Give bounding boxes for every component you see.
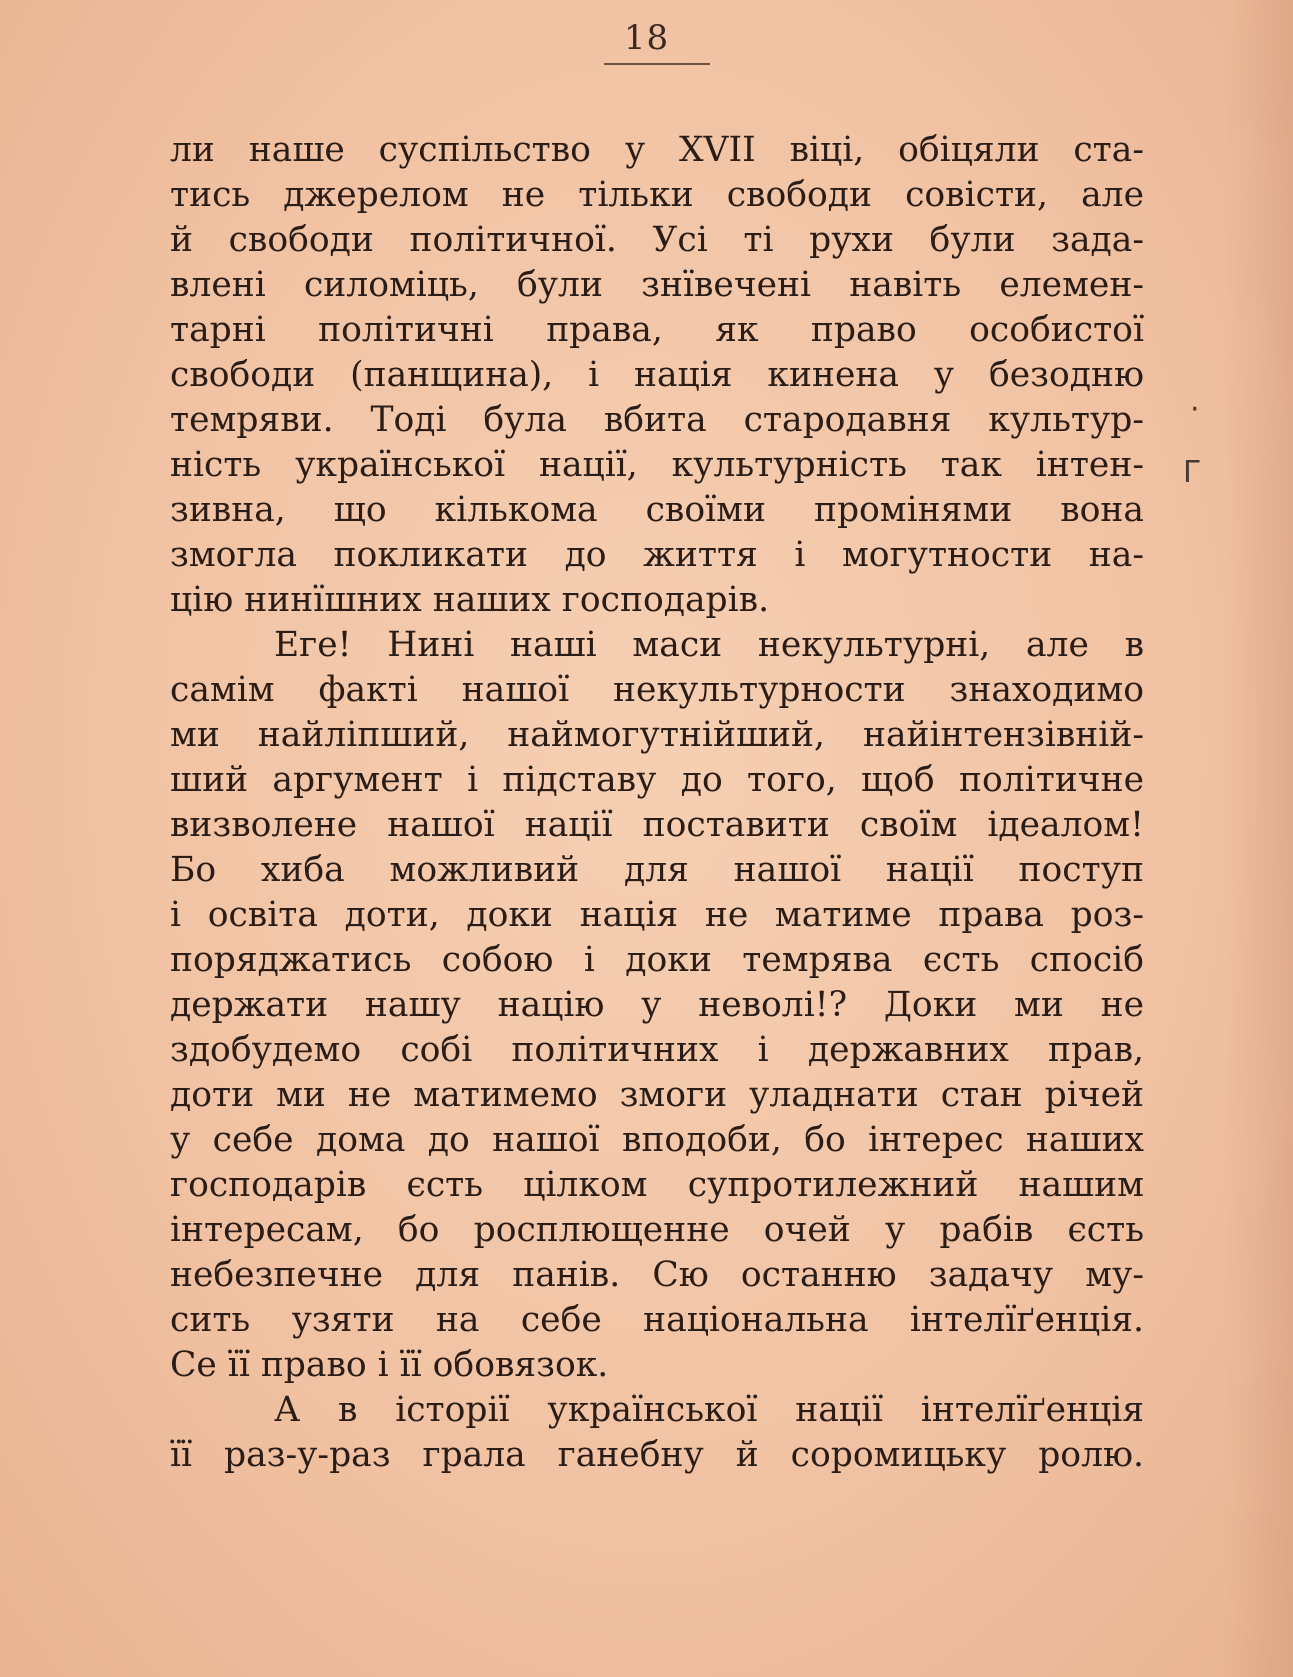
text-line: Се її право і її обовязок. xyxy=(170,1345,609,1385)
text-line: самім факті нашої некультурности знаходимо xyxy=(170,670,1144,710)
text-line: сить узяти на себе національна інтелїґенція. xyxy=(170,1300,1144,1340)
text-line: змогла покликати до життя і могутности на- xyxy=(170,535,1144,575)
text-line: визволене нашої нації поставити своїм ідеалом! xyxy=(170,805,1144,845)
text-line: А в історії української нації інтелїґенція xyxy=(274,1390,1144,1430)
text-line: свободи (панщина), і нація кинена у безодню xyxy=(170,355,1144,395)
text-line: цію нинїшних наших господарів. xyxy=(170,580,770,620)
text-line: й свободи політичної. Усі ті рухи були зада- xyxy=(170,220,1144,260)
text-line: здобудемо собі політичних і державних прав, xyxy=(170,1030,1144,1070)
text-line: ми найліпший, наймогутнійший, найінтензівній- xyxy=(170,715,1144,755)
text-line: ли наше суспільство у XVII віці, обіцяли ста- xyxy=(170,130,1144,170)
paragraph-1 xyxy=(170,128,1144,623)
paragraph-2 xyxy=(170,623,1144,1388)
text-line: доти ми не матимемо змоги уладнати стан річей xyxy=(170,1075,1144,1115)
text-line: небезпечне для панів. Сю останню задачу му- xyxy=(170,1255,1144,1295)
text-line: господарів єсть цілком супротилежний нашим xyxy=(170,1165,1144,1205)
page-number: 18 xyxy=(623,18,670,58)
text-line: і освіта доти, доки нація не матиме права роз- xyxy=(170,895,1144,935)
text-line: поряджатись собою і доки темрява єсть спосіб xyxy=(170,940,1144,980)
header-rule xyxy=(604,63,710,65)
text-line: темряви. Тоді була вбита стародавня культур- xyxy=(170,400,1144,440)
paragraph-3 xyxy=(170,1388,1144,1478)
text-line: Бо хиба можливий для нашої нації поступ xyxy=(170,850,1144,890)
text-line: у себе дома до нашої вподоби, бо інтерес наших xyxy=(170,1120,1144,1160)
page-edge-shadow xyxy=(1223,0,1293,1677)
text-line: держати нашу націю у неволі!? Доки ми не xyxy=(170,985,1144,1025)
page-text xyxy=(170,128,1144,1478)
text-line: ший аргумент і підставу до того, щоб політичне xyxy=(170,760,1144,800)
text-line: тись джерелом не тільки свободи совісти, але xyxy=(170,175,1144,215)
text-line: Еге! Нині наші маси некультурні, але в xyxy=(274,625,1144,665)
text-line: інтересам, бо росплющенне очей у рабів єсть xyxy=(170,1210,1144,1250)
text-line: її раз-у-раз грала ганебну й соромицьку ролю. xyxy=(170,1435,1144,1475)
text-line: ність української нації, культурність так інтен- xyxy=(170,445,1144,485)
margin-mark-pencil: Г xyxy=(1183,455,1202,490)
text-line: тарні політичні права, як право особистої xyxy=(170,310,1144,350)
margin-mark-dot: · xyxy=(1190,392,1200,427)
text-line: зивна, що кількома своїми промінями вона xyxy=(170,490,1144,530)
text-line: влені силоміць, були знївечені навіть елемен- xyxy=(170,265,1144,305)
